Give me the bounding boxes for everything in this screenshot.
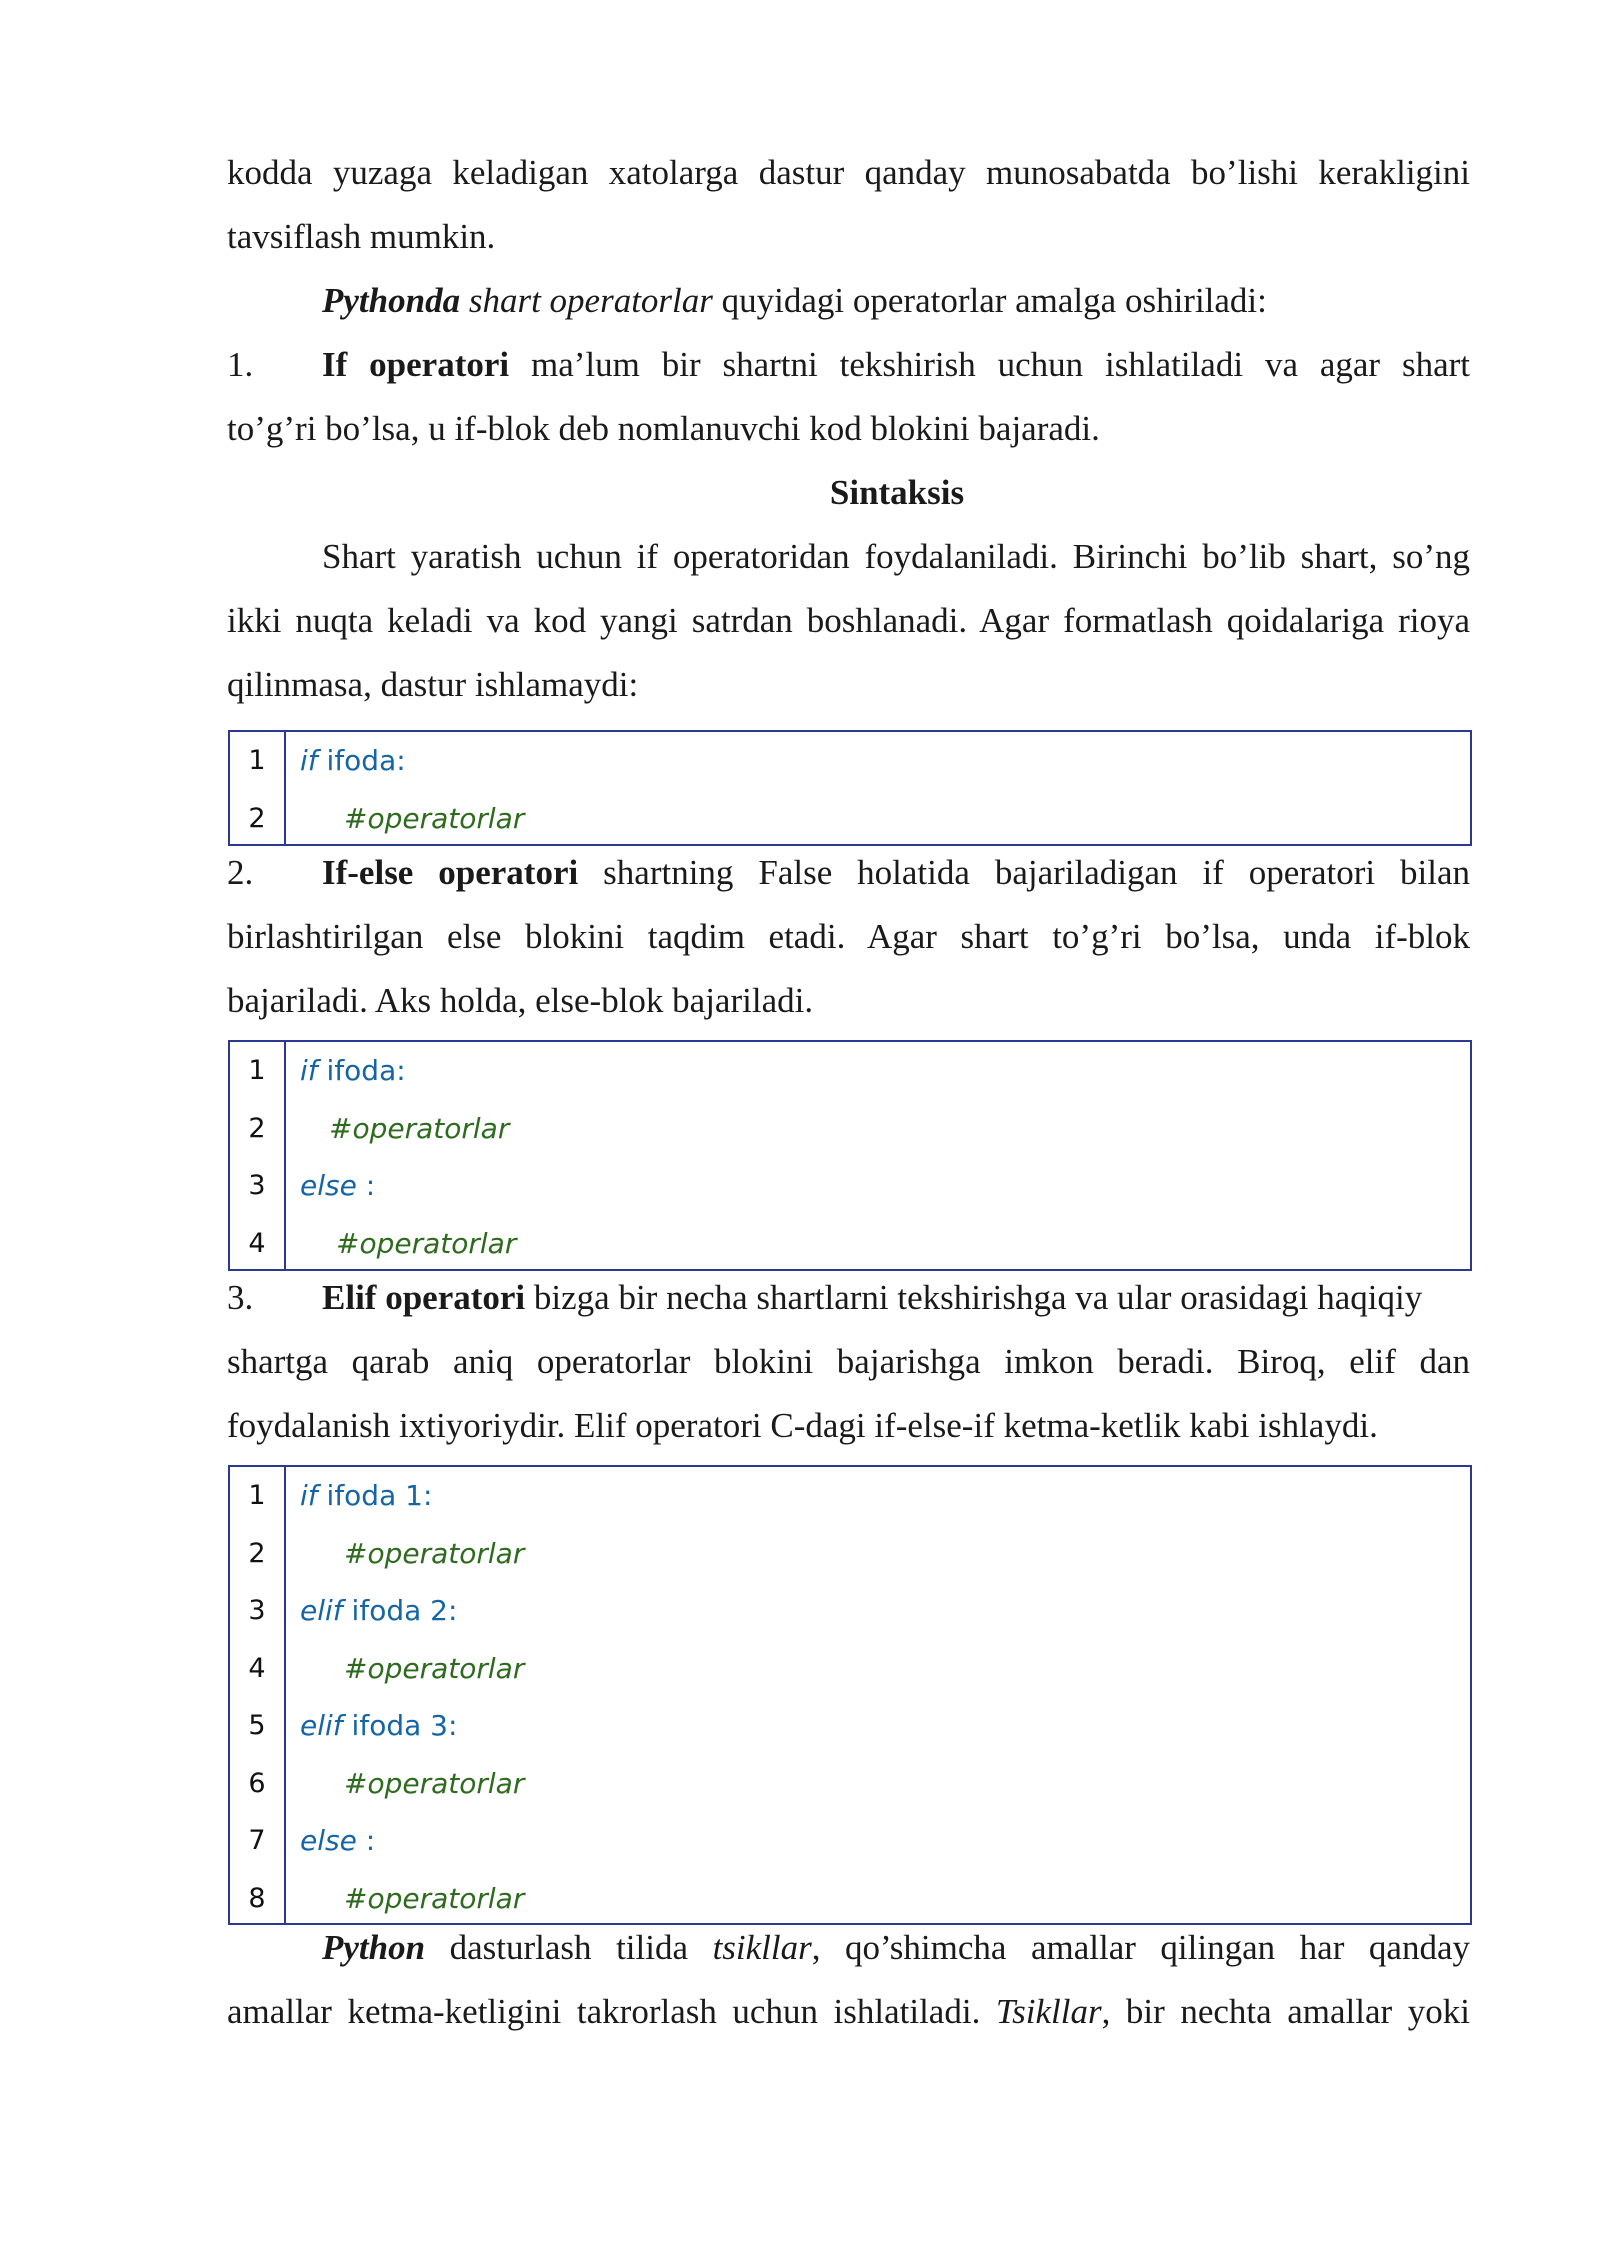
line-number: 3 <box>248 1170 266 1201</box>
code-line <box>230 732 1470 790</box>
paragraph-line: tavsiflash mumkin. <box>227 217 496 256</box>
line-number: 3 <box>248 1595 266 1626</box>
paragraph-line: qilinmasa, dastur ishlamaydi: <box>227 665 639 704</box>
paragraph-line: foydalanish ixtiyoriydir. Elif operatori C-dagi if-else-if ketma-ketlik kabi ishlaydi. <box>227 1406 1378 1445</box>
list-item-text <box>322 343 1470 387</box>
paragraph-text: amallar ketma-ketligini takrorlash uchun ishlatiladi. <box>227 1992 996 2031</box>
line-number: 1 <box>248 745 266 776</box>
paragraph-text: , qo’shimcha amallar qilingan har qanday <box>811 1928 1470 1967</box>
code-block-2 <box>228 1040 1472 1271</box>
paragraph-text: , bir nechta amallar yoki <box>1101 1992 1470 2031</box>
code-expression: ifoda 3: <box>342 1709 458 1742</box>
keyword: if <box>300 744 318 777</box>
code-line <box>230 790 1470 848</box>
paragraph-line: to’g’ri bo’lsa, u if-blok deb nomlanuvchi kod blokini bajaradi. <box>227 409 1100 448</box>
code-text <box>300 732 406 789</box>
code-comment: #operatorlar <box>336 1226 517 1260</box>
paragraph-text: ma’lum bir shartni tekshirish uchun ishlatiladi va agar shart <box>509 345 1470 384</box>
code-expression: ifoda: <box>317 1054 406 1087</box>
code-line <box>230 1467 1470 1525</box>
code-line <box>230 1100 1470 1158</box>
code-text <box>300 1812 375 1869</box>
list-item-text <box>322 851 1470 895</box>
line-number: 7 <box>248 1825 266 1856</box>
code-comment: #operatorlar <box>329 1111 510 1145</box>
keyword: if <box>300 1054 318 1087</box>
paragraph-line: Shart yaratish uchun if operatoridan foydalaniladi. Birinchi bo’lib shart, so’ng <box>322 537 1470 576</box>
code-line <box>230 1525 1470 1583</box>
code-line <box>230 1157 1470 1215</box>
code-text <box>300 1467 432 1524</box>
line-number: 2 <box>248 1112 266 1144</box>
code-expression: ifoda 2: <box>342 1594 458 1627</box>
code-expression: : <box>356 1824 376 1857</box>
line-number: 4 <box>248 1227 266 1259</box>
list-number: 2. <box>227 853 254 892</box>
code-text <box>300 1582 457 1639</box>
keyword: if <box>300 1479 318 1512</box>
italic-term: shart operatorlar <box>460 281 713 320</box>
line-number: 1 <box>248 1480 266 1511</box>
paragraph-line: ikki nuqta keladi va kod yangi satrdan boshlanadi. Agar formatlash qoidalariga rioya <box>227 601 1470 640</box>
paragraph-line: birlashtirilgan else blokini taqdim etadi. Agar shart to’g’ri bo’lsa, unda if-blok <box>227 917 1470 956</box>
code-comment: #operatorlar <box>344 801 525 835</box>
paragraph-line: bajariladi. Aks holda, else-blok bajariladi. <box>227 981 814 1020</box>
list-number: 1. <box>227 345 254 384</box>
bold-italic-term: Python <box>322 1928 426 1967</box>
bold-italic-term: Pythonda <box>322 281 461 320</box>
code-expression: ifoda: <box>317 744 406 777</box>
code-line <box>230 1870 1470 1928</box>
code-comment: #operatorlar <box>344 1651 525 1685</box>
keyword: elif <box>300 1594 343 1627</box>
code-line <box>230 1812 1470 1870</box>
code-line <box>230 1640 1470 1698</box>
code-line <box>230 1582 1470 1640</box>
code-expression: ifoda 1: <box>317 1479 433 1512</box>
line-number: 2 <box>248 802 266 834</box>
paragraph-text: quyidagi operatorlar amalga oshiriladi: <box>712 281 1267 320</box>
keyword: else <box>300 1824 357 1857</box>
intro-paragraph <box>322 279 1470 323</box>
italic-term: tsikllar <box>712 1928 812 1967</box>
code-line <box>230 1755 1470 1813</box>
italic-term: Tsikllar <box>995 1992 1102 2031</box>
bold-term: Elif operatori <box>322 1278 526 1317</box>
code-block-3 <box>228 1465 1472 1925</box>
code-expression: : <box>356 1169 376 1202</box>
heading-text: Sintaksis <box>829 473 965 512</box>
bold-term: If operatori <box>322 345 510 384</box>
code-comment: #operatorlar <box>344 1766 525 1800</box>
code-line <box>230 1042 1470 1100</box>
paragraph-line <box>322 1926 1470 1970</box>
code-text <box>300 1042 406 1099</box>
keyword: else <box>300 1169 357 1202</box>
code-block-1 <box>228 730 1472 846</box>
line-number: 1 <box>248 1055 266 1086</box>
section-heading <box>227 471 1567 515</box>
paragraph-line <box>227 1990 1470 2034</box>
code-line <box>230 1697 1470 1755</box>
line-number: 5 <box>248 1710 266 1741</box>
paragraph-text: bizga bir necha shartlarni tekshirishga va ular orasidagi haqiqiy <box>525 1278 1423 1317</box>
line-number: 8 <box>248 1882 266 1914</box>
paragraph-text: shartning False holatida bajariladigan if operatori bilan <box>578 853 1471 892</box>
line-number: 4 <box>248 1652 266 1684</box>
code-line <box>230 1215 1470 1273</box>
line-number: 2 <box>248 1537 266 1569</box>
list-number: 3. <box>227 1278 254 1317</box>
line-number: 6 <box>248 1767 266 1799</box>
paragraph-text: dasturlash tilida <box>425 1928 713 1967</box>
list-item-text <box>322 1276 1502 1320</box>
keyword: elif <box>300 1709 343 1742</box>
bold-term: If-else operatori <box>322 853 579 892</box>
code-comment: #operatorlar <box>344 1536 525 1570</box>
code-text <box>300 1157 375 1214</box>
paragraph-line: kodda yuzaga keladigan xatolarga dastur qanday munosabatda bo’lishi kerakligini <box>227 153 1470 192</box>
code-comment: #operatorlar <box>344 1881 525 1915</box>
paragraph-line: shartga qarab aniq operatorlar blokini bajarishga imkon beradi. Biroq, elif dan <box>227 1342 1470 1381</box>
code-text <box>300 1697 457 1754</box>
